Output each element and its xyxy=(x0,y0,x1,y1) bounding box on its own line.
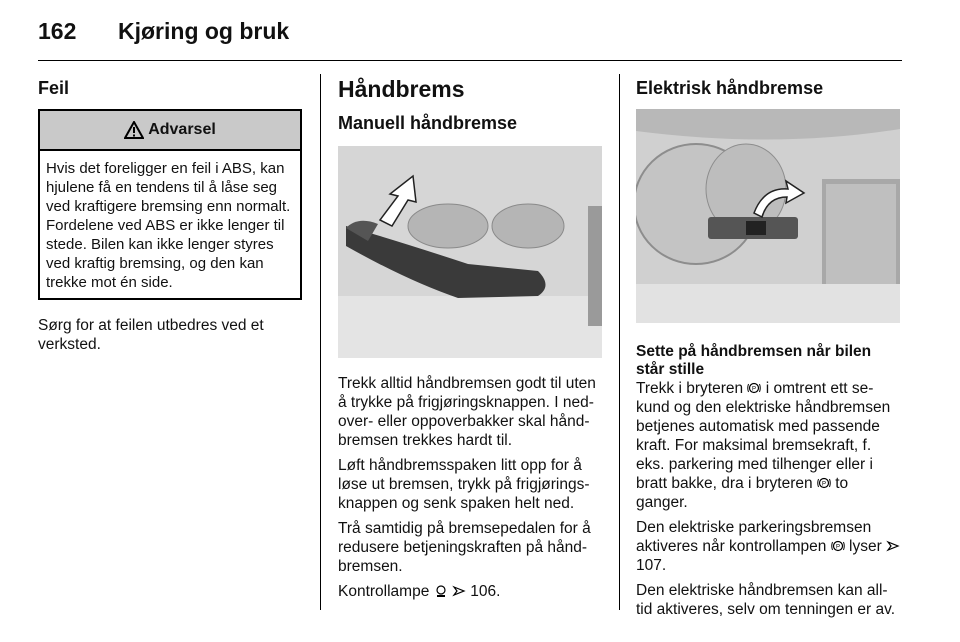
column-divider-1 xyxy=(320,74,321,610)
lamp-text: Kontrollampe xyxy=(338,583,430,600)
section-heading-elektrisk: Elektrisk håndbremse xyxy=(636,78,824,98)
electric-handbrake-photo xyxy=(636,109,900,323)
subheading-sette-pa: Sette på håndbremsen når bilen står stille xyxy=(636,343,872,378)
subheading-manuell: Manuell håndbremse xyxy=(338,113,518,133)
page-reference-icon xyxy=(452,584,466,598)
electric-p2-part-b: lyser xyxy=(849,538,882,555)
svg-text:P: P xyxy=(752,386,757,393)
warning-title: Advarsel xyxy=(148,121,216,138)
parking-brake-icon xyxy=(747,381,761,395)
svg-text:P: P xyxy=(835,544,840,551)
column-feil xyxy=(38,72,302,360)
electric-paragraph-1 xyxy=(636,379,902,512)
electric-p1-part-c: to ganger. xyxy=(636,475,849,511)
section-heading-handbrems: Håndbrems xyxy=(338,76,465,102)
column-handbrems xyxy=(338,72,604,607)
electric-p2-part-a: Den elektriske parkeringsbremsen aktiveres når kontrollampen xyxy=(636,519,872,555)
brake-lamp-icon xyxy=(434,584,448,598)
svg-text:P: P xyxy=(821,481,826,488)
section-heading-feil: Feil xyxy=(38,78,70,98)
electric-page-ref[interactable]: 107. xyxy=(636,557,667,574)
lamp-page-ref[interactable]: 106. xyxy=(470,583,501,600)
warning-header xyxy=(40,111,300,151)
handbrake-paragraph-2: Løft håndbremsspaken litt opp for å løse ut bremsen, trykk på frigjørings- knappen og senk spaken helt ned. xyxy=(338,457,590,512)
page-reference-icon xyxy=(886,539,900,553)
feil-paragraph: Sørg for at feilen utbedres ved et verksted. xyxy=(38,317,264,353)
handbrake-paragraph-3: Trå samtidig på bremsepedalen for å redusere betjeningskraften på hånd- bremsen. xyxy=(338,520,591,575)
parking-brake-icon xyxy=(831,539,845,553)
page-header xyxy=(38,18,902,62)
electric-paragraph-3: Den elektriske håndbremsen kan all- tid aktiveres, selv om tenningen er av. xyxy=(636,582,896,618)
page-number: 162 xyxy=(38,18,77,44)
warning-text: Hvis det foreligger en feil i ABS, kan hjulene få en tendens til å låse seg ved kraftigere bremsing enn normalt. Fordelene ved ABS er ikke lenger til stede. Bilen kan ikke lenger styres ved kraftig bremsing, og den kan trekke mot én side. xyxy=(46,160,291,291)
handbrake-paragraph-1: Trekk alltid håndbremsen godt til uten å trykke på frigjøringsknappen. I ned- over- eller oppoverbakker skal hånd- bremsen trekkes hardt til. xyxy=(338,375,596,449)
electric-paragraph-2 xyxy=(636,518,902,575)
column-divider-2 xyxy=(619,74,620,610)
chapter-title: Kjøring og bruk xyxy=(118,18,290,44)
electric-p1-part-a: Trekk i bryteren xyxy=(636,380,744,397)
parking-brake-icon xyxy=(817,476,831,490)
electric-p1-part-b: i omtrent ett se- kund og den elektriske håndbremsen betjenes automatisk med passende kraft. For maksimal bremsekraft, f. eks. parkering med tilhenger eller i bratt bakke, dra i bryteren xyxy=(636,380,891,492)
manual-handbrake-photo xyxy=(338,146,602,358)
warning-triangle-icon xyxy=(124,121,144,139)
warning-box xyxy=(38,109,302,300)
header-rule xyxy=(38,60,902,61)
column-elektrisk xyxy=(636,72,902,625)
lamp-reference-line xyxy=(338,582,604,601)
